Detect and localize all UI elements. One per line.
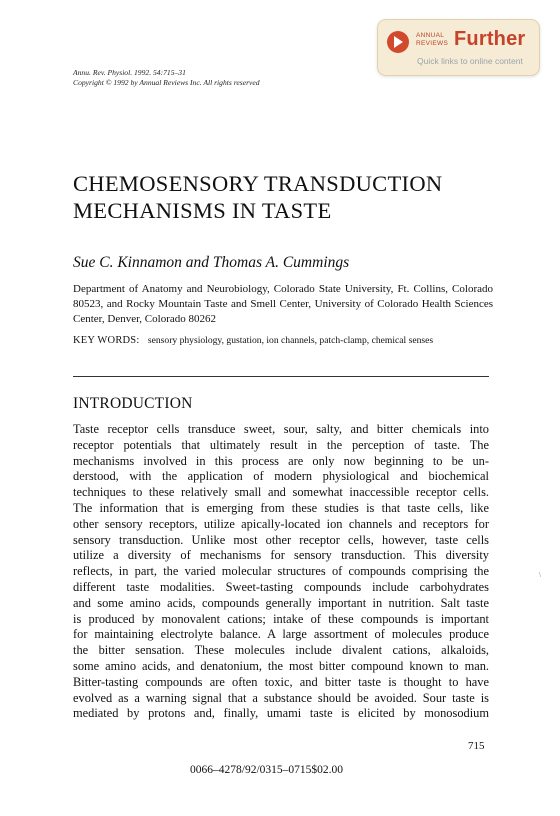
body-line: The information that is emerging from these studies is that taste cells, like xyxy=(73,500,489,515)
body-line: evolved as a warning signal that a substance should be avoided. Sour taste is xyxy=(73,690,489,705)
body-line: Taste receptor cells transduce sweet, sour, salty, and bitter chemicals into xyxy=(73,422,489,436)
section-heading: INTRODUCTION xyxy=(73,395,193,412)
article-authors: Sue C. Kinnamon and Thomas A. Cummings xyxy=(73,254,350,271)
keywords-label: KEY WORDS: xyxy=(73,335,140,346)
play-arrow-icon xyxy=(387,31,409,53)
citation-copyright-line: Copyright © 1992 by Annual Reviews Inc. All rights reserved xyxy=(73,78,260,87)
author-affiliation: Department of Anatomy and Neurobiology, Colorado State University, Ft. Collins, Colorado 80523, and Rocky Mountain Taste and Smell Center, University of Colorado Health Sciences Center, Denver, Colorado 80262 xyxy=(73,283,493,325)
body-line: utilize a diversity of mechanisms for sensory transduction. This diversity xyxy=(73,548,489,563)
keywords-list: sensory physiology, gustation, ion channels, patch-clamp, chemical senses xyxy=(147,335,434,346)
body-line: mechanisms involved in this process are only now beginning to be un- xyxy=(73,453,489,468)
annual-reviews-label: ANNUAL REVIEWS xyxy=(416,32,449,47)
body-line: is produced by monovalent cations; intake of these compounds is important xyxy=(73,611,489,626)
further-tagline[interactable]: Quick links to online content xyxy=(417,56,523,66)
citation-journal-line: Annu. Rev. Physiol. 1992. 54:715–31 xyxy=(73,68,186,77)
body-line: Bitter-tasting compounds are often toxic, and bitter taste is thought to have xyxy=(73,674,489,689)
keywords-line xyxy=(73,335,433,346)
further-brand: Further xyxy=(454,28,526,50)
body-line: for maintaining electrolyte balance. A large assortment of molecules produce xyxy=(73,627,489,642)
body-line: mediated by protons and, finally, umami taste is elicited by monosodium xyxy=(73,706,489,721)
body-paragraph xyxy=(73,422,489,722)
body-line: reflects, in part, the varied molecular structures of compounds comprising the xyxy=(73,564,489,579)
body-line: derstood, with the application of modern physiological and biochemical xyxy=(73,469,489,484)
body-line: some amino acids, and denatonium, the most bitter compound known to man. xyxy=(73,658,489,673)
article-title: CHEMOSENSORY TRANSDUCTION MECHANISMS IN TASTE xyxy=(73,171,443,223)
body-line: sensory transduction. Unlike most other receptor cells, however, taste cells xyxy=(73,532,489,547)
margin-mark: \ xyxy=(539,571,541,579)
body-line: other sensory receptors, utilize apically-located ion channels and receptors for xyxy=(73,516,489,531)
page-number: 715 xyxy=(468,740,485,752)
section-divider xyxy=(73,376,489,377)
body-line: and some amino acids, compounds generally important in nutrition. Salt taste xyxy=(73,595,489,610)
annual-reviews-further-banner[interactable] xyxy=(377,19,540,76)
body-line: receptor potentials that ultimately result in the perception of taste. The xyxy=(73,437,489,452)
body-line: the bitter sensation. These molecules include divalent cations, alkaloids, xyxy=(73,643,489,658)
body-line: different taste modalities. Sweet-tasting compounds include carbohydrates xyxy=(73,579,489,594)
journal-citation xyxy=(73,68,260,88)
article-code: 0066–4278/92/0315–0715$02.00 xyxy=(190,764,344,776)
body-line: techniques to these relatively small and somewhat inaccessible receptor cells. xyxy=(73,485,489,500)
